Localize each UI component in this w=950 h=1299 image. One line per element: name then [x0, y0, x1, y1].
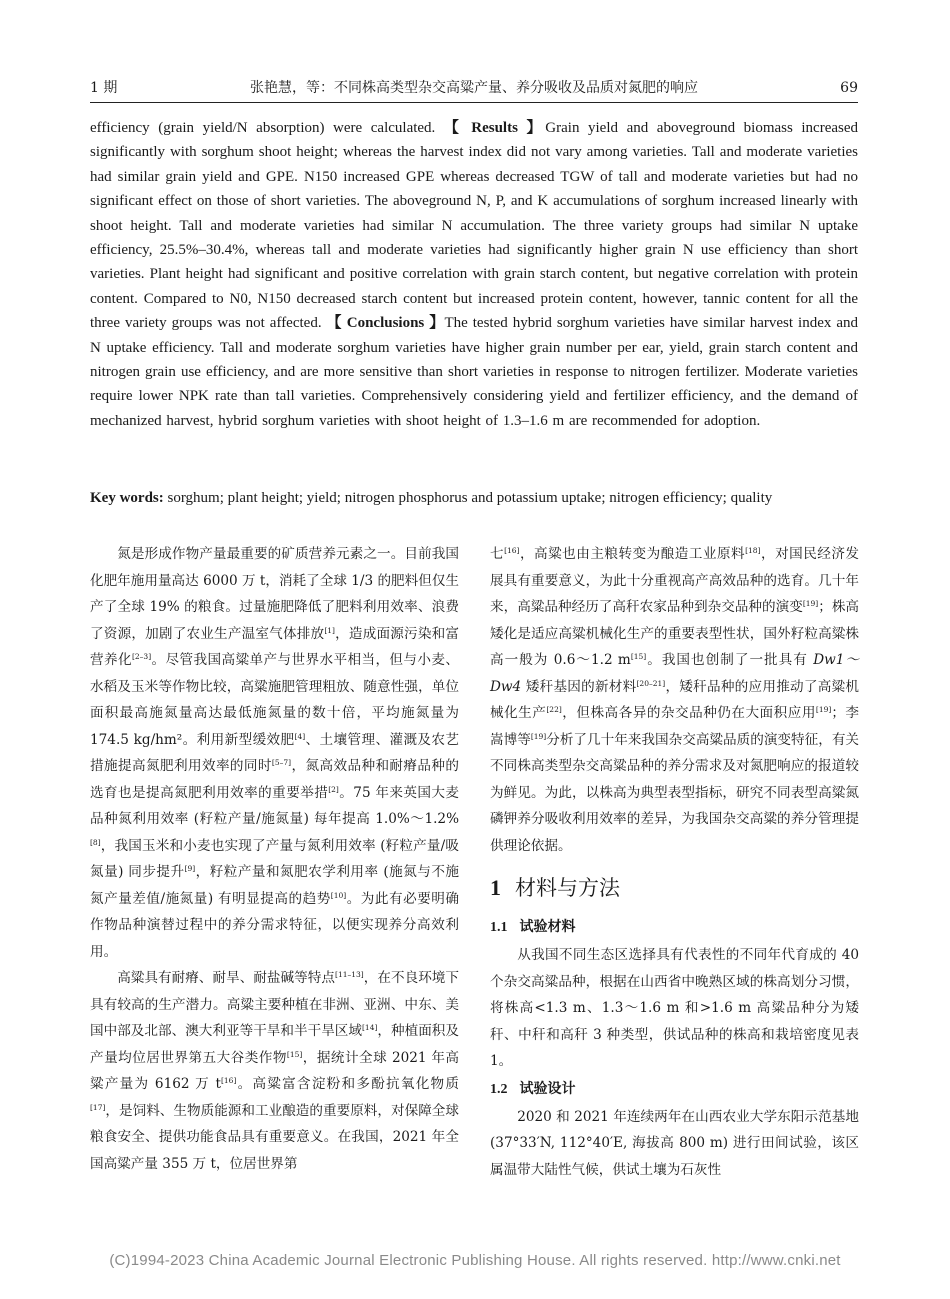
results-label: 【 Results 】 [443, 120, 546, 136]
section-number: 1.1 [490, 920, 508, 935]
section-number: 1.2 [490, 1081, 508, 1097]
text-run: ，矮秆品种的应用推动了高粱机械化生产 [490, 678, 859, 721]
section-title: 材料与方法 [515, 876, 620, 900]
conclusions-label: 【 Conclusions 】 [326, 315, 445, 332]
text-run: ，在不良环境下具有较高的生产潜力。高粱主要种植在非洲、亚洲、中东、美国中部及北部、澳大利亚等干旱和半干旱区域 [90, 970, 460, 1039]
text-run: 高粱具有耐瘠、耐旱、耐盐碱等特点 [117, 970, 336, 986]
body-column-right [490, 541, 859, 1183]
text-run: ；株高矮化是适应高粱机械化生产的重要表型性状，国外籽粒高粱株高一般为 0.6～1.2 m [490, 599, 860, 668]
intro-paragraph-2 [90, 965, 459, 1177]
text-run: ，对国民经济发展具有重要意义，为此十分重视高产高效品种的选育。几十年来，高粱品种经历了高秆农家品种到杂交品种的演变 [490, 546, 860, 615]
keywords-text: sorghum; plant height; yield; nitrogen phosphorus and potassium uptake; nitrogen efficiency; quality [163, 490, 773, 506]
citation-ref[interactable]: [8] [90, 837, 101, 847]
citation-ref[interactable]: [11–13] [335, 970, 364, 979]
text-run: ；李嵩博等 [490, 705, 860, 748]
running-header [90, 78, 858, 98]
citation-ref[interactable]: [16] [220, 1076, 237, 1085]
issue-number: 1 期 [90, 80, 118, 96]
citation-ref[interactable]: [4] [294, 731, 306, 741]
keywords-label: Key words: [90, 490, 164, 506]
text-run: ，造成面源污染和富营养化 [90, 625, 460, 668]
text-run: ，据统计全球 2021 年高粱产量为 6162 万 t [90, 1049, 459, 1092]
citation-ref[interactable]: [16] [504, 546, 520, 555]
body-column-left [90, 541, 459, 1177]
citation-ref[interactable]: [14] [362, 1023, 378, 1032]
section-heading-1 [490, 873, 859, 903]
citation-ref[interactable]: [18] [745, 546, 761, 555]
text-run: ，氮高效品种和耐瘠品种的选育也是提高氮肥利用效率的重要举措 [90, 758, 460, 801]
text-run: 。尽管我国高粱单产与世界水平相当，但与小麦、水稻及玉米等作物比较，高粱施肥管理粗放、随意性强，单位面积最高施氮量高达最低施氮量的数十倍，平均施氮量为 174.5 kg/hm²。利用新型缓效肥 [90, 652, 460, 748]
text-run: ，我国玉米和小麦也实现了产量与氮利用效率 (籽粒产量/吸氮量) 同步提升 [90, 837, 459, 880]
text-run: ，是饲料、生物质能源和工业酿造的重要原料，对保障全球粮食安全、提供功能食品具有重要意义。在我国，2021 年全国高粱产量 355 万 t，位居世界第 [90, 1102, 459, 1172]
citation-ref[interactable]: [5–7] [271, 758, 292, 767]
citation-ref[interactable]: [1] [324, 625, 335, 635]
text-run: ，种植面积及产量均位居世界第五大谷类作物 [90, 1023, 460, 1066]
text-run: 。我国也创制了一批具有 [646, 652, 814, 668]
text-run: 。高粱富含淀粉和多酚抗氧化物质 [236, 1076, 459, 1092]
text-run: 分析了几十年来我国杂交高粱品质的演变特征，有关不同株高类型杂交高粱品种的养分需求及对氮肥响应的报道较为鲜见。为此，以株高为典型表型指标，研究不同表型高粱氮磷钾养分吸收利用效率的差异，为我国杂交高粱的养分管理提供理论依据。 [490, 731, 860, 854]
section-title: 试验材料 [519, 919, 576, 935]
section-heading-1-1 [490, 913, 859, 942]
text-run: 。75 年来英国大麦品种氮利用效率 (籽粒产量/施氮量) 每年提高 1.0%～1.2% [90, 784, 459, 827]
running-title: 张艳慧，等：不同株高类型杂交高粱产量、养分吸收及品质对氮肥的响应 [250, 80, 698, 96]
abstract-results-text: Grain yield and aboveground biomass increased significantly with sorghum shoot height; whereas the harvest index did not vary among varieties. Tall and moderate varieties had similar grain yield and GPE. N150 increased GPE whereas decreased TGW of tall and moderate varieties but had no significant effect on those of short varieties. The aboveground N, P, and K accumulations of sorghum increased linearly with shoot height. Tall and moderate varieties had similar N accumulation. The three variety groups had similar N uptake efficiency, 25.5%–30.4%, whereas tall and moderate varieties had significantly higher grain N use efficiency than short varieties. Plant height had significant and positive correlation with grain starch content, but negative correlation with protein content. Compared to N0, N150 decreased starch content but increased protein content, however, tannic content for all the three variety groups was not affected. [90, 120, 859, 332]
text-run: 、土壤管理、灌溉及农艺措施提高氮肥利用效率的同时 [90, 731, 459, 774]
citation-ref[interactable]: [9] [184, 864, 196, 873]
copyright-footer: (C)1994-2023 China Academic Journal Electronic Publishing House. All rights reserved. http://www.cnki.net [109, 1252, 841, 1269]
citation-ref[interactable]: [15] [286, 1049, 303, 1059]
citation-ref[interactable]: [20–21] [636, 678, 666, 688]
text-run: 七 [490, 546, 505, 562]
text-run: 。为此有必要明确作物品种演替过程中的养分需求特征，以便实现养分高效利用。 [90, 890, 459, 960]
abstract-methods-tail: efficiency (grain yield/N absorption) were calculated. [90, 120, 444, 136]
intro-paragraph-2-continued [490, 541, 859, 859]
text-run: ，籽粒产量和氮肥农学利用率 (施氮与不施氮产量差值/施氮量) 有明显提高的趋势 [90, 864, 460, 907]
citation-ref[interactable]: [17] [90, 1102, 106, 1112]
citation-ref[interactable]: [19] [815, 705, 832, 714]
text-run: 矮秆基因的新材料 [521, 678, 637, 695]
citation-ref[interactable]: [10] [330, 890, 347, 900]
keywords-line [90, 486, 858, 510]
citation-ref[interactable]: [15] [630, 652, 647, 661]
text-run: ，高粱也由主粮转变为酿造工业原料 [519, 546, 746, 562]
citation-ref[interactable]: [19] [530, 731, 547, 741]
gene-names: Dw1～Dw4 [490, 652, 859, 695]
section-heading-1-2 [490, 1075, 859, 1104]
intro-paragraph-1 [90, 541, 459, 965]
page-number: 69 [840, 80, 858, 96]
citation-ref[interactable]: [22] [546, 705, 562, 714]
header-rule [90, 102, 858, 103]
design-paragraph: 2020 和 2021 年连续两年在山西农业大学东阳示范基地 (37°33′N, 112°40′E, 海拔高 800 m) 进行田间试验，该区属温带大陆性气候，供试土壤为石灰性 [490, 1108, 859, 1178]
citation-ref[interactable]: [2–3] [131, 652, 152, 661]
text-run: 氮是形成作物产量最重要的矿质营养元素之一。目前我国化肥年施用量高达 6000 万 t，消耗了全球 1/3 的肥料但仅生产了全球 19% 的粮食。过量施肥降低了肥料利用效率、浪费了资源，加剧了农业生产温室气体排放 [90, 546, 460, 642]
materials-paragraph: 从我国不同生态区选择具有代表性的不同年代育成的 40 个杂交高粱品种，根据在山西省中晚熟区域的株高划分习惯，将株高<1.3 m、1.3～1.6 m 和>1.6 m 高粱品种分为矮秆、中秆和高秆 3 种类型，供试品种的株高和栽培密度见表 1。 [490, 947, 859, 1069]
abstract-conclusions-text: The tested hybrid sorghum varieties have similar harvest index and N uptake efficiency. Tall and moderate sorghum varieties have higher grain number per ear, yield, grain starch content and nitrogen grain use efficiency, and are more sensitive than short varieties in response to nitrogen fertilizer. Moderate varieties require lower NPK rate than tall varieties. Comprehensively considering yield and fertilizer efficiency, and the demand of mechanized harvest, hybrid sorghum varieties with shoot height of 1.3–1.6 m are recommended for adoption. [90, 315, 858, 429]
citation-ref[interactable]: [19] [802, 599, 819, 608]
text-run: ，但株高各异的杂交品种仍在大面积应用 [561, 705, 816, 721]
section-number: 1 [490, 875, 501, 900]
citation-ref[interactable]: [2] [328, 784, 339, 794]
section-title: 试验设计 [519, 1080, 576, 1097]
abstract-english [90, 116, 858, 433]
